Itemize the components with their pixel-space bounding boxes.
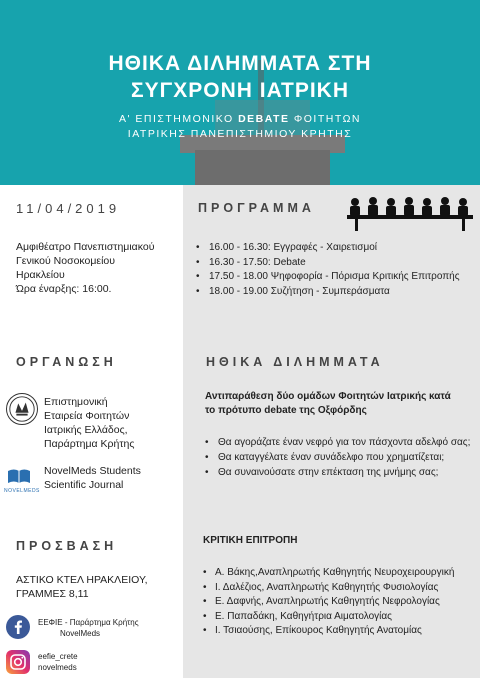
dilemma-item: • Θα αγοράζατε έναν νεφρό για τον πάσχοντα αδελφό σας; [205, 436, 475, 449]
org1-line-1: Επιστημονική [44, 396, 108, 408]
facebook-icon[interactable] [6, 615, 30, 639]
event-subtitle [0, 112, 480, 142]
novelmeds-logo-text: NOVELMEDS [4, 488, 40, 494]
dilemma-item: • Θα καταγγέλατε έναν συνάδελφο που χρηματίζεται; [205, 451, 475, 464]
meeting-table-icon [345, 193, 475, 233]
venue-line-2: Γενικού Νοσοκομείου [16, 255, 116, 267]
subtitle-prefix: Α' ΕΠΙΣΤΗΜΟΝΙΚΟ [118, 113, 239, 125]
instagram-text[interactable] [38, 651, 78, 673]
venue-line-3: Ηρακλείου [16, 269, 65, 281]
program-item: • 16.30 - 17.50: Debate [196, 256, 476, 270]
program-list [196, 241, 476, 299]
access-line-1: ΑΣΤΙΚΟ ΚΤΕΛ ΗΡΑΚΛΕΙΟΥ, [16, 574, 148, 586]
facebook-line-2: NovelMeds [60, 629, 101, 638]
committee-member: • Ι. Τσιαούσης, Επίκουρος Καθηγητής Ανατομίας [203, 624, 480, 639]
dilemma-item: • Θα συναινούσατε στην επέκταση της μνήμης σας; [205, 466, 475, 479]
committee-list [203, 566, 480, 639]
access-heading: ΠΡΟΣΒΑΣΗ [16, 539, 118, 553]
event-title [0, 50, 480, 104]
org1-line-3: Ιατρικής Ελλάδος, [44, 424, 128, 436]
org-novelmeds-text [44, 464, 141, 492]
org2-line-2: Scientific Journal [44, 479, 124, 491]
committee-member: • Ε. Παπαδάκη, Καθηγήτρια Αιματολογίας [203, 610, 480, 625]
dilemma-list [205, 436, 475, 481]
organization-heading: ΟΡΓΑΝΩΣΗ [16, 355, 117, 369]
event-date: 11/04/2019 [16, 201, 121, 216]
instagram-line-1: eefie_crete [38, 652, 78, 661]
facebook-text[interactable] [38, 617, 139, 639]
dilemmas-heading: ΗΘΙΚΑ ΔΙΛΗΜΜΑΤΑ [206, 355, 384, 369]
org1-line-4: Παράρτημα Κρήτης [44, 438, 135, 450]
subtitle-bold: DEBATE [238, 113, 290, 125]
dilemma-intro-line-2: το πρότυπο debate της Οξφόρδης [205, 405, 367, 416]
subtitle-line-2: ΙΑΤΡΙΚΗΣ ΠΑΝΕΠΙΣΤΗΜΙΟΥ ΚΡΗΤΗΣ [127, 128, 353, 140]
committee-member: • Ε. Δαφνής, Αναπληρωτής Καθηγητής Νεφρολογίας [203, 595, 480, 610]
dilemma-intro [205, 390, 470, 418]
header-banner [0, 0, 480, 185]
instagram-icon[interactable] [6, 650, 30, 674]
org2-line-1: NovelMeds Students [44, 465, 141, 477]
podium-stand-graphic [195, 150, 330, 185]
access-line-2: ΓΡΑΜΜΕΣ 8,11 [16, 588, 89, 600]
org1-line-2: Εταιρεία Φοιτητών [44, 410, 130, 422]
program-heading: ΠΡΟΓΡΑΜΜΑ [198, 201, 315, 215]
title-line-2: ΣΥΓΧΡΟΝΗ ΙΑΤΡΙΚΗ [130, 79, 349, 102]
eefie-logo-icon [6, 393, 38, 425]
program-item: • 18.00 - 19.00 Συζήτηση - Συμπεράσματα [196, 285, 476, 299]
program-item: • 16.00 - 16.30: Εγγραφές - Χαιρετισμοί [196, 241, 476, 255]
dilemma-intro-line-1: Αντιπαράθεση δύο ομάδων Φοιτητών Ιατρικής κατά [205, 391, 451, 402]
committee-member: • Α. Βάκης,Αναπληρωτής Καθηγητής Νευροχειρουργική [203, 566, 480, 581]
committee-member: • Ι. Δαλέζιος, Αναπληρωτής Καθηγητής Φυσιολογίας [203, 581, 480, 596]
title-line-1: ΗΘΙΚΑ ΔΙΛΗΜΜΑΤΑ ΣΤΗ [108, 52, 372, 75]
start-time: Ώρα έναρξης: 16:00. [16, 283, 112, 295]
subtitle-line-1 [0, 112, 480, 127]
access-info [16, 573, 148, 601]
program-item: • 17.50 - 18.00 Ψηφοφορία - Πόρισμα Κριτικής Επιτροπής [196, 270, 476, 284]
instagram-line-2: novelmeds [38, 663, 77, 672]
venue-info [16, 240, 154, 296]
committee-heading: ΚΡΙΤΙΚΗ ΕΠΙΤΡΟΠΗ [203, 535, 298, 546]
org-eefie-text [44, 395, 134, 451]
subtitle-suffix: ΦΟΙΤΗΤΩΝ [289, 113, 362, 125]
facebook-line-1: ΕΕΦΙΕ - Παράρτημα Κρήτης [38, 618, 139, 627]
venue-line-1: Αμφιθέατρο Πανεπιστημιακού [16, 241, 155, 253]
